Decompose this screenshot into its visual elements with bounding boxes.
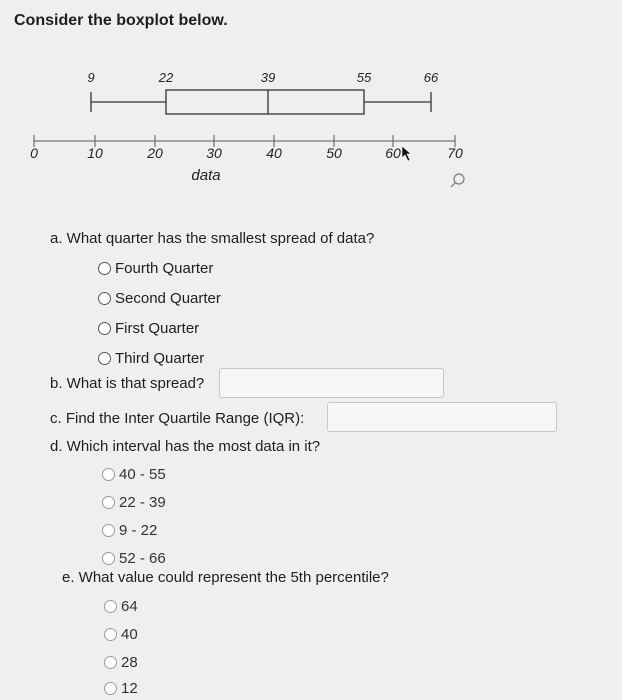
question-a-label: a. What quarter has the smallest spread of data? [50,230,375,247]
option-label: 9 - 22 [119,522,158,539]
option-12[interactable] [104,680,138,697]
option-label: First Quarter [115,320,200,337]
option-second-quarter[interactable] [98,290,221,307]
q1-label: 22 [158,70,174,85]
option-label: Second Quarter [115,290,221,307]
question-d-label: d. Which interval has the most data in it? [50,438,321,455]
tick-label-20: 20 [147,145,163,161]
option-52-66[interactable] [102,550,166,567]
zoom-icon [451,174,464,187]
option-label: 64 [121,598,138,615]
tick-label-30: 30 [206,145,222,161]
question-e-label: e. What value could represent the 5th percentile? [62,569,389,586]
option-label: 12 [121,680,138,697]
tick-label-60: 60 [385,145,401,161]
radio-button[interactable] [102,552,115,565]
q3-label: 55 [356,70,372,85]
tick-label-50: 50 [326,145,342,161]
option-label: Fourth Quarter [115,260,214,277]
option-label: 28 [121,654,138,671]
cursor-icon [402,146,411,161]
radio-button[interactable] [102,496,115,509]
max-label: 66 [423,70,439,85]
option-label: Third Quarter [115,350,205,367]
radio-button[interactable] [98,262,111,275]
option-third-quarter[interactable] [98,350,204,367]
option-40[interactable] [104,626,138,643]
iqr-box [166,90,364,114]
option-22-39[interactable] [102,494,166,511]
tick-label-0: 0 [30,145,38,161]
option-9-22[interactable] [102,522,157,539]
option-label: 52 - 66 [119,550,166,567]
option-fourth-quarter[interactable] [98,260,213,277]
iqr-answer-field[interactable] [327,402,557,432]
option-label: 40 - 55 [119,466,166,483]
option-label: 40 [121,626,138,643]
radio-button[interactable] [104,628,117,641]
axis-label: data [191,167,221,184]
option-label: 22 - 39 [119,494,166,511]
radio-button[interactable] [102,468,115,481]
question-b-label: b. What is that spread? [50,375,205,392]
radio-button[interactable] [104,600,117,613]
question-heading: Consider the boxplot below. [14,12,228,29]
tick-label-70: 70 [447,145,463,161]
tick-label-10: 10 [87,145,103,161]
radio-button[interactable] [104,682,117,695]
option-28[interactable] [104,654,138,671]
min-label: 9 [87,70,95,85]
boxplot-figure [0,60,622,200]
question-c-label: c. Find the Inter Quartile Range (IQR): [50,410,305,427]
median-label: 39 [260,70,276,85]
radio-button[interactable] [104,656,117,669]
radio-button[interactable] [98,292,111,305]
radio-button[interactable] [102,524,115,537]
radio-button[interactable] [98,352,111,365]
radio-button[interactable] [98,322,111,335]
option-40-55[interactable] [102,466,166,483]
tick-label-40: 40 [266,145,282,161]
option-64[interactable] [104,598,138,615]
option-first-quarter[interactable] [98,320,199,337]
spread-answer-field[interactable] [219,368,444,398]
